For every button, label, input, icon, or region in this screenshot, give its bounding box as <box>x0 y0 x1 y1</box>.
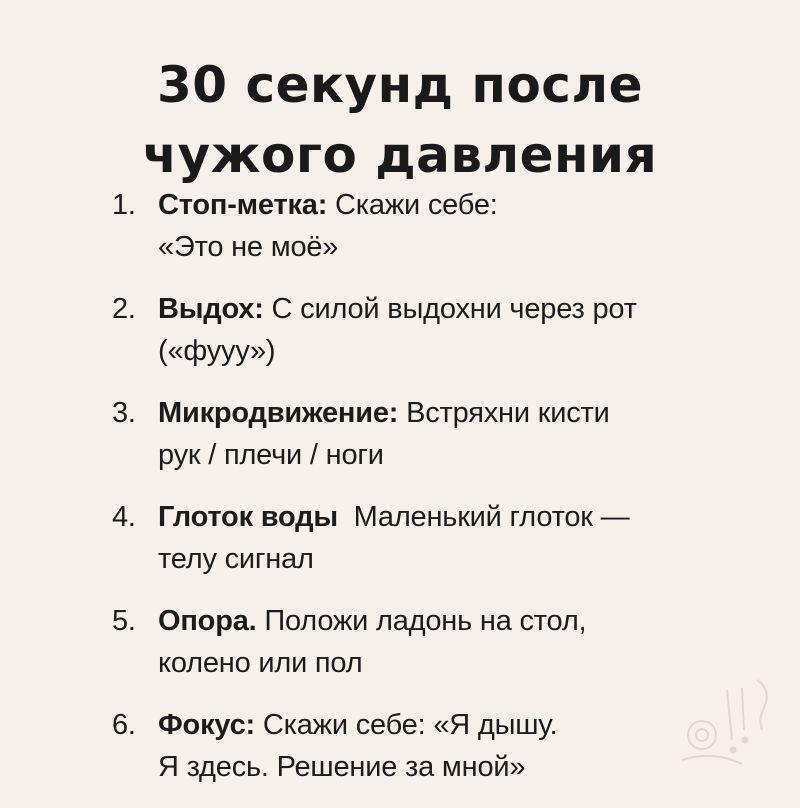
step-term: Микродвижение: <box>158 397 399 429</box>
step-text: Встряхни кисти <box>398 397 610 429</box>
step-line-2: телу сигнал <box>158 543 314 575</box>
step-line-1 <box>158 704 752 746</box>
step-text: С силой выдохни через рот <box>263 293 637 325</box>
step-item-2 <box>112 288 752 372</box>
step-line-2: «Это не моё» <box>158 231 339 263</box>
step-number: 4. <box>112 501 136 533</box>
step-number: 2. <box>112 293 136 325</box>
step-item-3 <box>112 392 752 476</box>
step-item-5 <box>112 600 752 684</box>
step-line-1 <box>158 184 752 226</box>
step-term: Опора. <box>158 605 257 637</box>
step-text: Скажи себе: «Я дышу. <box>254 709 558 741</box>
step-line-2: («фууу») <box>158 335 276 367</box>
step-term: Фокус: <box>158 709 255 741</box>
step-line-1 <box>158 392 752 434</box>
step-line-2: рук / плечи / ноги <box>158 439 384 471</box>
step-text: Маленький глоток — <box>337 501 630 533</box>
step-number: 6. <box>112 709 136 741</box>
page-title <box>0 50 800 190</box>
step-term: Выдох: <box>158 293 264 325</box>
title-line-1: 30 секунд после <box>157 55 643 114</box>
steps-list <box>112 184 752 808</box>
step-number: 1. <box>112 189 136 221</box>
step-term: Стоп-метка: <box>158 189 328 221</box>
title-line-2: чужого давления <box>142 125 658 184</box>
step-item-4 <box>112 496 752 580</box>
step-line-1 <box>158 288 752 330</box>
step-item-6 <box>112 704 752 788</box>
step-term: Глоток воды <box>158 501 338 533</box>
step-text: Положи ладонь на стол, <box>256 605 587 637</box>
step-line-1 <box>158 600 752 642</box>
step-line-2: Я здесь. Решение за мной» <box>158 751 526 783</box>
step-number: 3. <box>112 397 136 429</box>
step-item-1 <box>112 184 752 268</box>
step-number: 5. <box>112 605 136 637</box>
doodle-watermark-icon <box>672 660 782 770</box>
step-line-1 <box>158 496 752 538</box>
step-line-2: колено или пол <box>158 647 363 679</box>
step-text: Скажи себе: <box>327 189 498 221</box>
